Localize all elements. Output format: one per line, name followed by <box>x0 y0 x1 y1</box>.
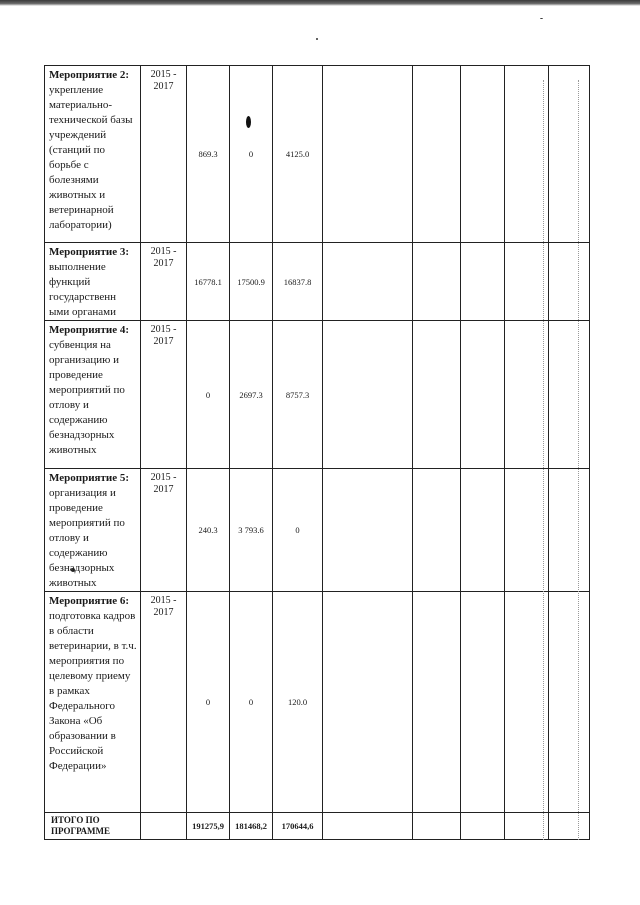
empty-cell <box>505 469 549 592</box>
table-row <box>45 243 590 321</box>
empty-cell <box>413 243 461 321</box>
empty-cell <box>323 592 413 813</box>
table-row <box>45 592 590 813</box>
total-row <box>45 813 590 840</box>
activity-name-cell <box>45 592 141 813</box>
value-2016-cell: 0 <box>230 66 273 243</box>
years-cell: 2015 - 2017 <box>141 469 187 592</box>
empty-cell <box>413 592 461 813</box>
empty-cell <box>323 66 413 243</box>
value-2015-cell: 0 <box>187 592 230 813</box>
scan-top-edge <box>0 0 640 6</box>
empty-cell <box>505 592 549 813</box>
activity-title: Мероприятие 2: <box>49 69 130 81</box>
activity-title: Мероприятие 5: <box>49 472 130 484</box>
table-row <box>45 321 590 469</box>
years-cell: 2015 - 2017 <box>141 243 187 321</box>
years-cell: 2015 - 2017 <box>141 592 187 813</box>
activity-name-cell <box>45 469 141 592</box>
value-2016-cell: 2697.3 <box>230 321 273 469</box>
empty-cell <box>461 243 505 321</box>
years-cell: 2015 - 2017 <box>141 66 187 243</box>
empty-cell <box>505 243 549 321</box>
activity-title: Мероприятие 4: <box>49 324 130 336</box>
total-2015-cell: 191275,9 <box>187 813 230 840</box>
table-row <box>45 469 590 592</box>
value-2015-cell: 240.3 <box>187 469 230 592</box>
empty-cell <box>461 66 505 243</box>
empty-cell <box>141 813 187 840</box>
empty-cell <box>461 469 505 592</box>
value-2016-cell: 3 793.6 <box>230 469 273 592</box>
activity-text: организация и проведение мероприятий по отлову и содержанию безнадзорных животных <box>49 487 125 589</box>
empty-cell <box>549 592 590 813</box>
value-2016-cell: 0 <box>230 592 273 813</box>
empty-cell <box>413 469 461 592</box>
scan-dotted-line <box>543 80 544 840</box>
empty-cell <box>549 321 590 469</box>
empty-cell <box>323 321 413 469</box>
program-budget-table <box>44 65 590 840</box>
empty-cell <box>549 66 590 243</box>
empty-cell <box>549 469 590 592</box>
value-2016-cell: 17500.9 <box>230 243 273 321</box>
empty-cell <box>461 813 505 840</box>
scan-speck <box>540 18 543 19</box>
activity-name-cell <box>45 243 141 321</box>
activity-text: укрепление материально-технической базы учреждений (станций по борьбе с болезнями животных и ветеринарной лаборатории) <box>49 84 133 231</box>
activity-text: выполнение функций государственн ыми органами <box>49 261 117 318</box>
table-row <box>45 66 590 243</box>
value-2017-cell: 8757.3 <box>273 321 323 469</box>
empty-cell <box>549 813 590 840</box>
empty-cell <box>549 243 590 321</box>
years-cell: 2015 - 2017 <box>141 321 187 469</box>
scan-speck <box>316 38 318 40</box>
empty-cell <box>323 243 413 321</box>
empty-cell <box>505 66 549 243</box>
total-label-cell: ИТОГО ПО ПРОГРАММЕ <box>45 813 141 840</box>
scan-dotted-line <box>578 80 579 840</box>
value-2015-cell: 16778.1 <box>187 243 230 321</box>
value-2017-cell: 120.0 <box>273 592 323 813</box>
activity-name-cell <box>45 321 141 469</box>
empty-cell <box>505 321 549 469</box>
empty-cell <box>413 66 461 243</box>
empty-cell <box>413 813 461 840</box>
value-2017-cell: 16837.8 <box>273 243 323 321</box>
activity-name-cell <box>45 66 141 243</box>
empty-cell <box>505 813 549 840</box>
total-2016-cell: 181468,2 <box>230 813 273 840</box>
value-2017-cell: 4125.0 <box>273 66 323 243</box>
activity-text: подготовка кадров в области ветеринарии, в т.ч. мероприятия по целевому приему в рамках Федерального Закона «Об образовании в Российской Федерации» <box>49 610 137 772</box>
empty-cell <box>461 592 505 813</box>
value-2017-cell: 0 <box>273 469 323 592</box>
value-2015-cell: 0 <box>187 321 230 469</box>
empty-cell <box>323 813 413 840</box>
activity-text: субвенция на организацию и проведение мероприятий по отлову и содержанию безнадзорных животных <box>49 339 125 456</box>
empty-cell <box>323 469 413 592</box>
empty-cell <box>413 321 461 469</box>
activity-title: Мероприятие 6: <box>49 595 130 607</box>
value-2015-cell: 869.3 <box>187 66 230 243</box>
empty-cell <box>461 321 505 469</box>
activity-title: Мероприятие 3: <box>49 246 130 258</box>
total-2017-cell: 170644,6 <box>273 813 323 840</box>
